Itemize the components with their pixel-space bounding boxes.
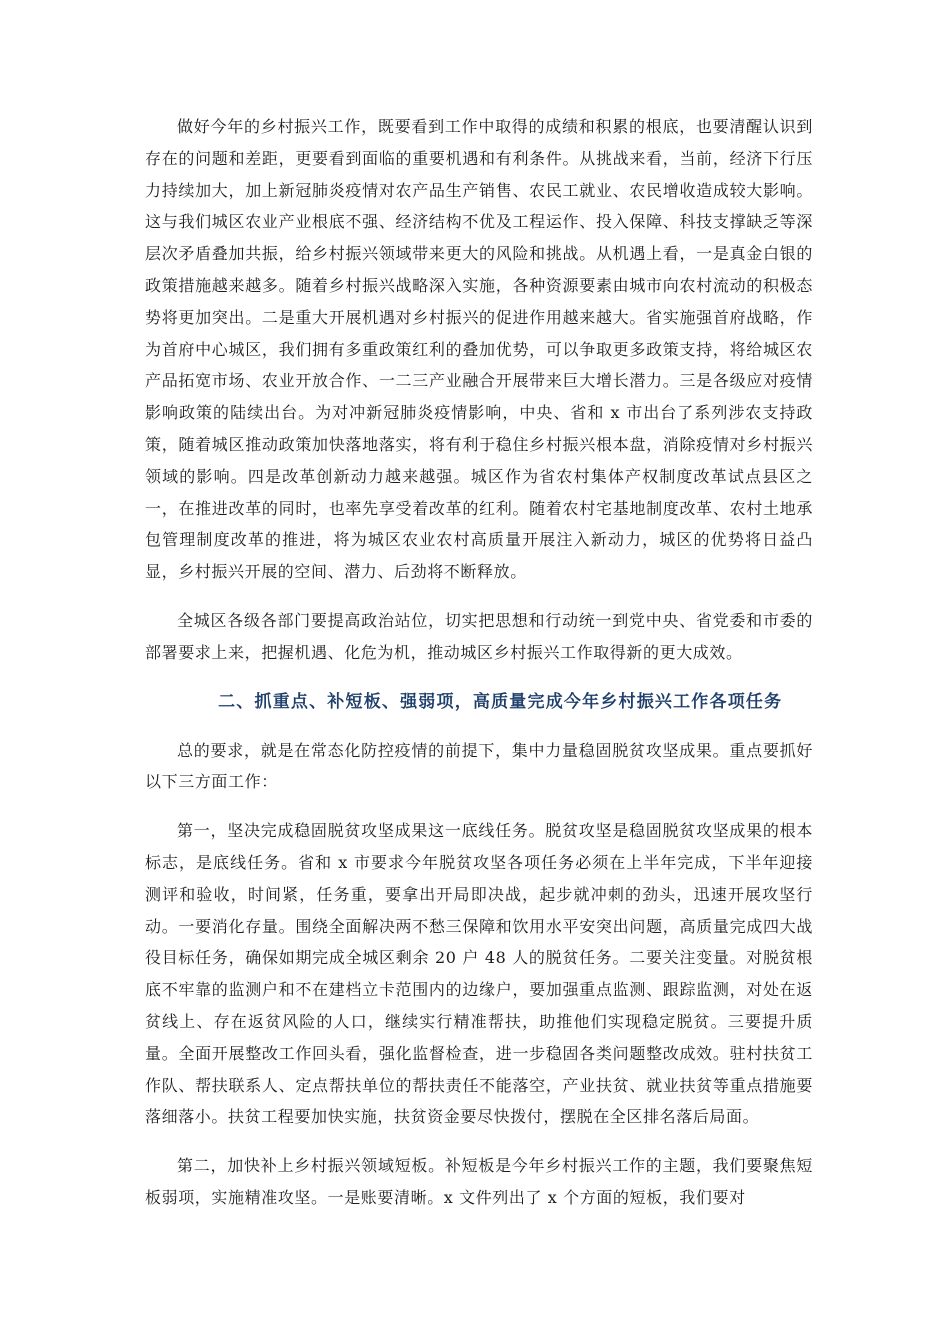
body-paragraph-political-stance: 全城区各级各部门要提高政治站位，切实把思想和行动统一到党中央、省党委和市委的部署要求上来，把握机遇、化危为机，推动城区乡村振兴工作取得新的更大成效。 <box>145 610 813 662</box>
body-paragraph-opportunities: 做好今年的乡村振兴工作，既要看到工作中取得的成绩和积累的根底，也要清醒认识到存在的问题和差距，更要看到面临的重要机遇和有利条件。从挑战来看，当前，经济下行压力持续加大，加上新冠肺炎疫情对农产品生产销售、农民工就业、农民增收造成较大影响。这与我们城区农业产业根底不强、经济结构不优及工程运作、投入保障、科技支撑缺乏等深层次矛盾叠加共振，给乡村振兴领域带来更大的风险和挑战。从机遇上看，一是真金白银的政策措施越来越多。随着乡村振兴战略深入实施，各种资源要素由城市向农村流动的积极态势将更加突出。二是重大开展机遇对乡村振兴的促进作用越来越大。省实施强首府战略，作为首府中心城区，我们拥有多重政策红利的叠加优势，可以争取更多政策支持，将给城区农产品拓宽市场、农业开放合作、一二三产业融合开展带来巨大增长潜力。三是各级应对疫情影响政策的陆续出台。为对冲新冠肺炎疫情影响，中央、省和 x 市出台了系列涉农支持政策，随着城区推动政策加快落地落实，将有利于稳住乡村振兴根本盘，消除疫情对乡村振兴领域的影响。四是改革创新动力越来越强。城区作为省农村集体产权制度改革试点县区之一，在推进改革的同时，也率先享受着改革的红利。随着农村宅基地制度改革、农村土地承包管理制度改革的推进，将为城区农业农村高质量开展注入新动力，城区的优势将日益凸显，乡村振兴开展的空间、潜力、后劲将不断释放。 <box>145 117 813 582</box>
body-paragraph-general-requirement: 总的要求，就是在常态化防控疫情的前提下，集中力量稳固脱贫攻坚成果。重点要抓好以下三方面工作： <box>145 740 813 792</box>
document-body <box>145 111 813 1214</box>
section-heading: 二、抓重点、补短板、强弱项，高质量完成今年乡村振兴工作各项任务 <box>218 691 783 712</box>
body-paragraph-second-task: 第二，加快补上乡村振兴领域短板。补短板是今年乡村振兴工作的主题，我们要聚焦短板弱项，实施精准攻坚。一是账要清晰。x 文件列出了 x 个方面的短板，我们要对 <box>145 1156 813 1207</box>
body-paragraph-first-task: 第一，坚决完成稳固脱贫攻坚成果这一底线任务。脱贫攻坚是稳固脱贫攻坚成果的根本标志，是底线任务。省和 x 市要求今年脱贫攻坚各项任务必须在上半年完成，下半年迎接测评和验收，时间紧，任务重，要拿出开局即决战，起步就冲刺的劲头，迅速开展攻坚行动。一要消化存量。围绕全面解决两不愁三保障和饮用水平安突出问题，高质量完成四大战役目标任务，确保如期完成全城区剩余 20 户 48 人的脱贫任务。二要关注变量。对脱贫根底不牢靠的监测户和不在建档立卡范围内的边缘户，要加强重点监测、跟踪监测，对处在返贫线上、存在返贫风险的人口，继续实行精准帮扶，助推他们实现稳定脱贫。三要提升质量。全面开展整改工作回头看，强化监督检查，进一步稳固各类问题整改成效。驻村扶贫工作队、帮扶联系人、定点帮扶单位的帮扶责任不能落空，产业扶贫、就业扶贫等重点措施要落细落小。扶贫工程要加快实施，扶贫资金要尽快拨付，摆脱在全区排名落后局面。 <box>145 821 813 1127</box>
